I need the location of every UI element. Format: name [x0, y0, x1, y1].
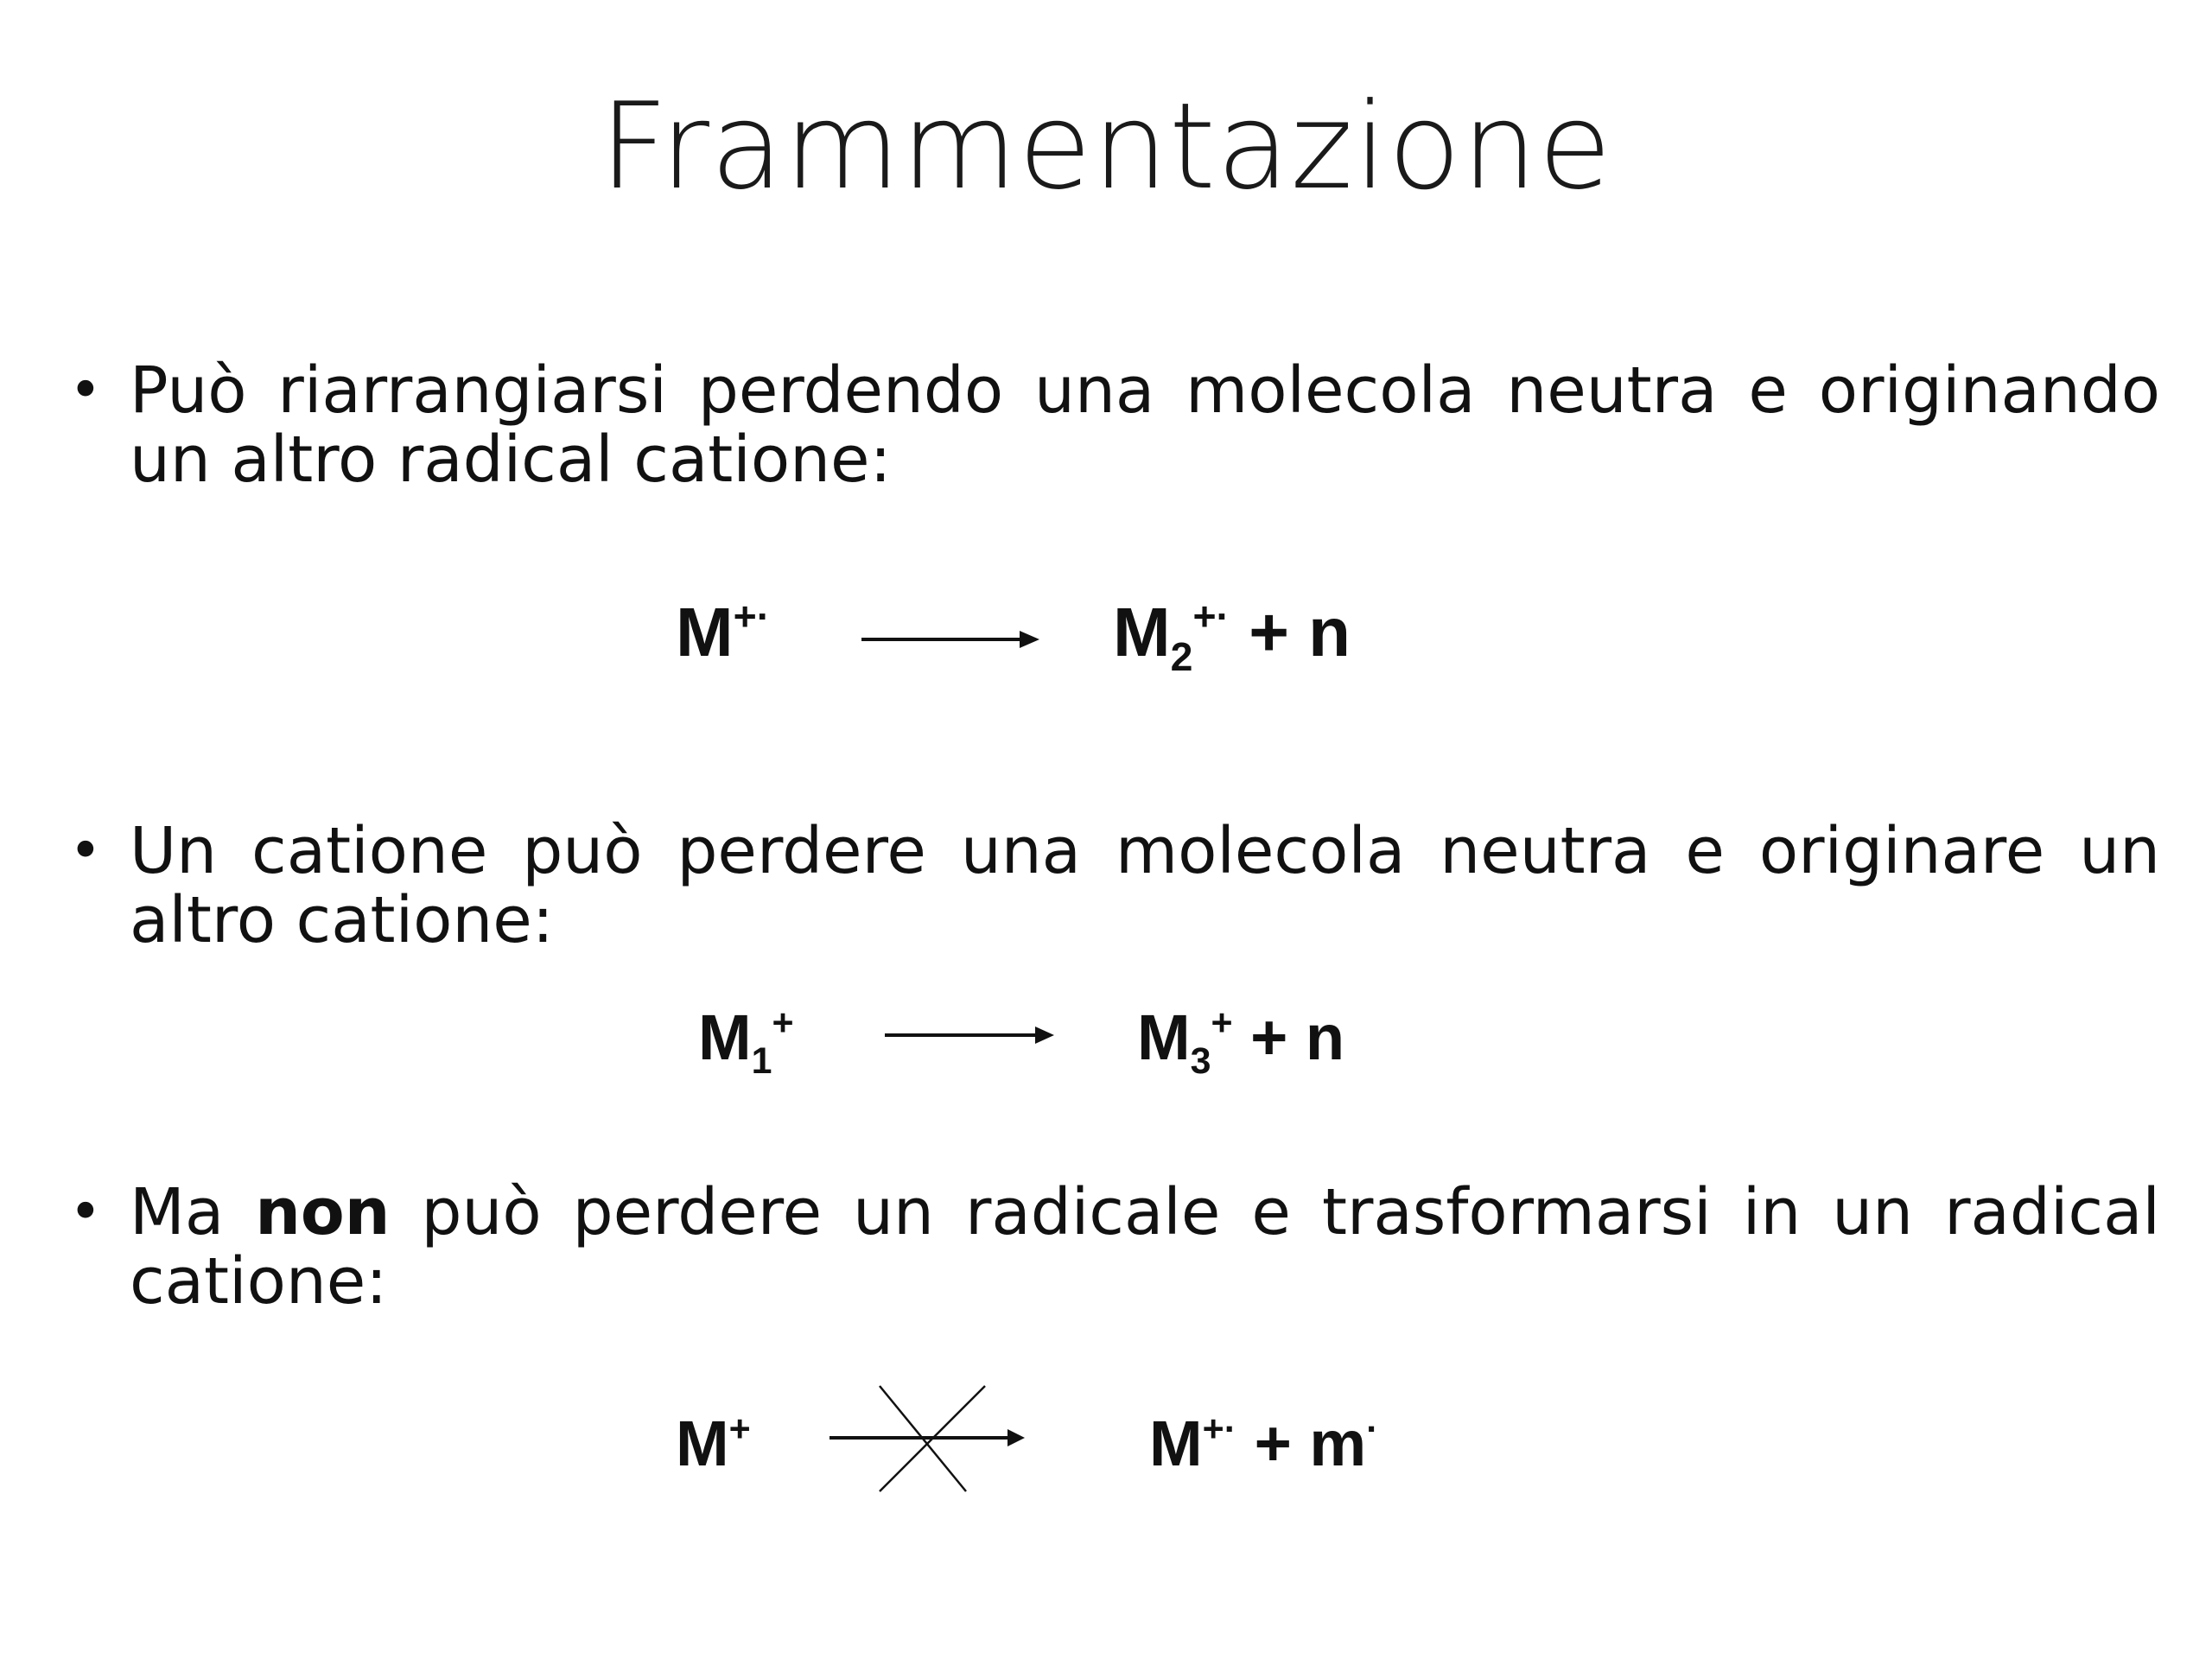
bullet-item-1	[69, 353, 2160, 497]
reaction-arrow-2	[883, 1022, 1056, 1048]
bullet-text: Può riarrangiarsi perdendo una molecola neutra e originando un altro radical catione:	[130, 353, 2160, 497]
bullet-item-3	[69, 1175, 2160, 1319]
slide-title: Frammentazione	[599, 77, 1613, 216]
bullet-dot: •	[69, 359, 102, 423]
bullet-text: Ma non può perdere un radicale e trasformarsi in un radical catione:	[130, 1175, 2160, 1319]
bullet-text: Un catione può perdere una molecola neutra e originare un altro catione:	[130, 814, 2160, 957]
equation-2-reactant: $M_1^+$	[698, 1001, 794, 1082]
bullet-item-2	[69, 814, 2160, 957]
reaction-arrow-1	[860, 626, 1041, 652]
equation-1-product: $M_2^{+\cdot} + n$	[1113, 594, 1351, 679]
blocked-reaction-arrow	[828, 1382, 1027, 1495]
bullet-dot: •	[69, 819, 102, 883]
bullet-dot: •	[69, 1180, 102, 1244]
equation-3-reactant: M+	[676, 1408, 751, 1479]
equation-1-reactant: M+·	[676, 594, 771, 671]
equation-3-product: M+· + m·	[1149, 1408, 1379, 1479]
equation-2-product: $M_3^+ + n$	[1137, 1001, 1345, 1082]
